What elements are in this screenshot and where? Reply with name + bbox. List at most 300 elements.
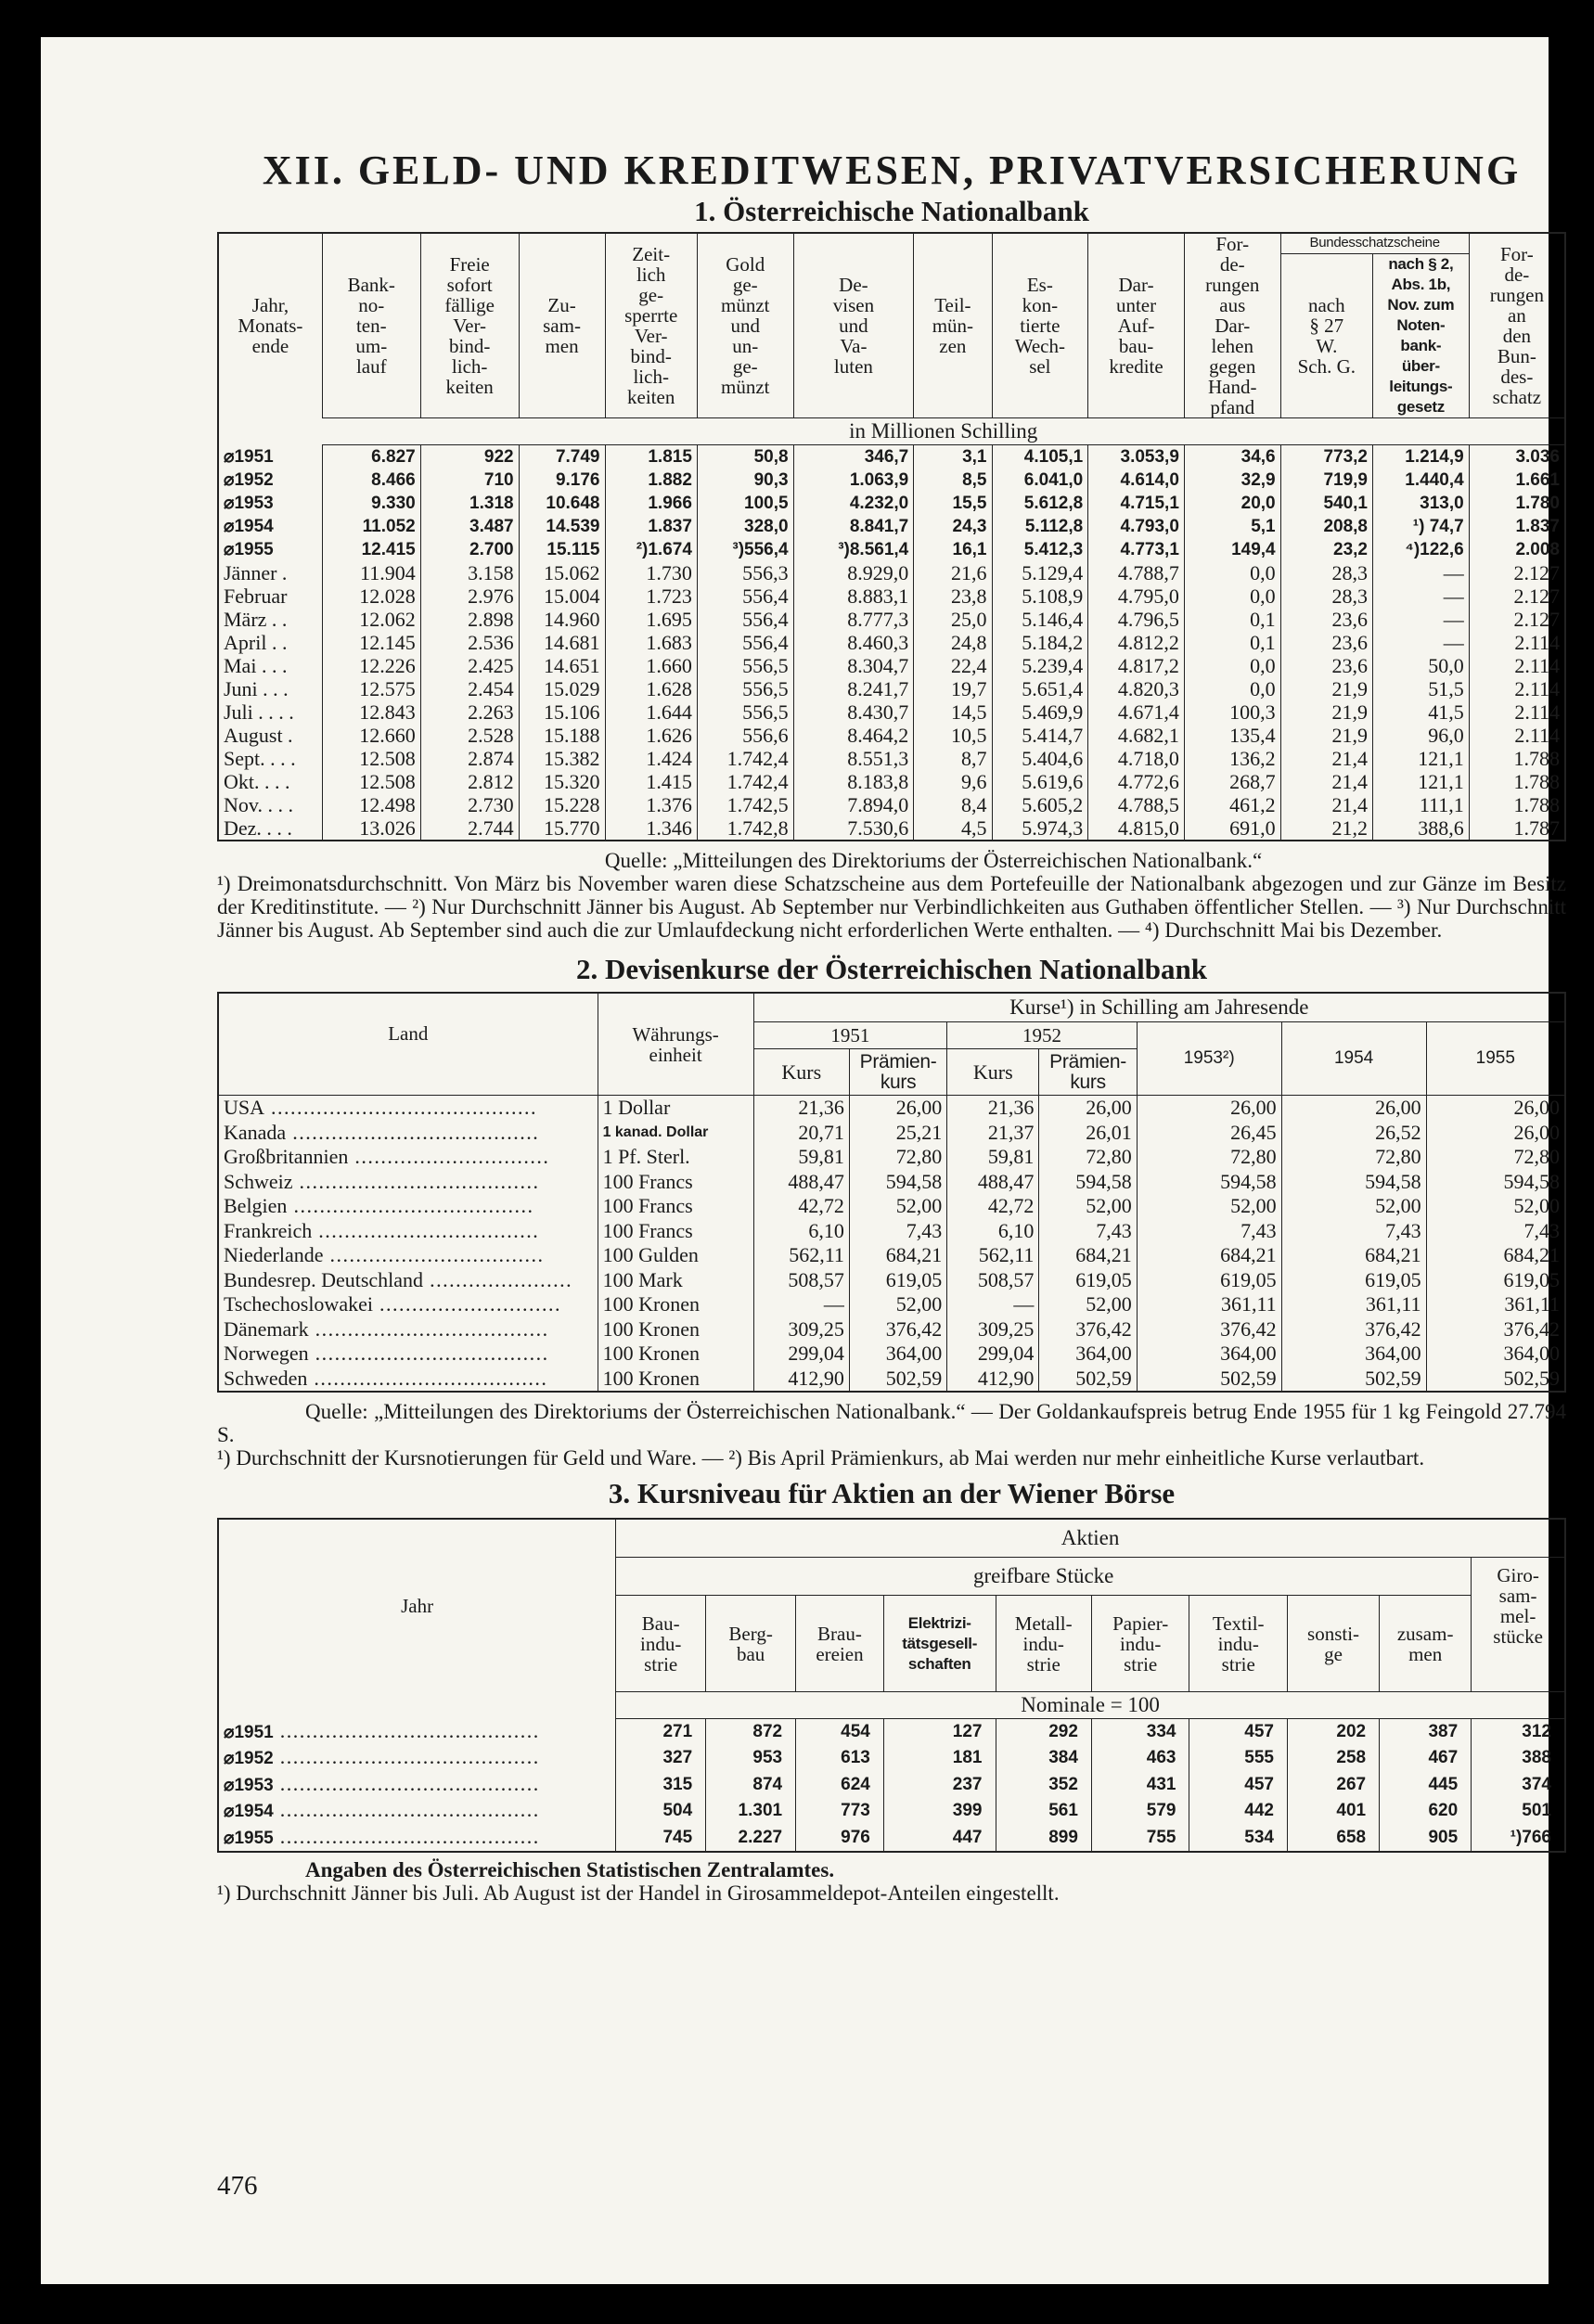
table-row <box>218 515 1565 538</box>
table-cell: 334 <box>1091 1719 1189 1746</box>
table-cell: 2.114 <box>1514 654 1560 677</box>
table-cell: 15.188 <box>519 724 605 747</box>
table-cell: 9.176 <box>519 469 605 492</box>
leader-dots: .............................. <box>348 1145 550 1168</box>
table-cell: 14.960 <box>519 608 605 631</box>
currency-unit: 100 Francs <box>598 1219 753 1244</box>
table-cell: 1.742,8 <box>697 816 793 841</box>
table-cell: 374 <box>1522 1774 1551 1794</box>
table-cell: 4.614,0 <box>1088 469 1185 492</box>
table-cell: 922 <box>420 445 519 469</box>
table-cell: 23,6 <box>1280 608 1372 631</box>
table-row <box>218 469 1565 492</box>
table-cell: 412,90 <box>947 1367 1039 1393</box>
table-cell: 447 <box>883 1825 996 1853</box>
table-cell: 23,8 <box>914 584 992 608</box>
table-cell: 181 <box>883 1745 996 1772</box>
table-cell: 11.904 <box>322 561 420 584</box>
row-label: ⌀1954 <box>218 515 322 538</box>
table-cell: 8.183,8 <box>793 770 914 793</box>
table-cell: 7.894,0 <box>793 793 914 816</box>
country-label <box>218 1317 598 1342</box>
year-label <box>218 1719 616 1746</box>
table-cell: 1.346 <box>605 816 697 841</box>
table-cell: 28,3 <box>1280 584 1372 608</box>
table-cell: 684,21 <box>849 1243 946 1268</box>
table-row <box>218 608 1565 631</box>
currency-unit: 100 Kronen <box>598 1317 753 1342</box>
table-cell: 619,05 <box>1137 1268 1281 1293</box>
page-number: 476 <box>217 2171 258 2201</box>
table-row <box>218 654 1565 677</box>
header-kurse: Kurse¹) in Schilling am Jahresende <box>1009 995 1309 1019</box>
table-cell: 745 <box>616 1825 706 1853</box>
table-row <box>218 747 1565 770</box>
header-1953: 1953²) <box>1183 1048 1235 1068</box>
leader-dots: ......................................... <box>264 1096 538 1119</box>
table-cell: 12.575 <box>322 677 420 700</box>
table-cell: 8,5 <box>914 469 992 492</box>
table-cell: 976 <box>796 1825 884 1853</box>
table-cell: 9.330 <box>322 492 420 515</box>
table-cell: 8.241,7 <box>793 677 914 700</box>
header-freie-verbindlichkeiten: Freie sofort fällige Ver- bind- lich- keiten <box>444 253 495 398</box>
table-cell: 346,7 <box>793 445 914 469</box>
header-aufbaukredite: Dar- unter Auf- bau- kredite <box>1109 274 1163 378</box>
table-cell: 5.414,7 <box>992 724 1088 747</box>
table-cell: 4.772,6 <box>1088 770 1185 793</box>
header-brauereien: Brau- ereien <box>816 1622 864 1665</box>
table-cell: 15.062 <box>519 561 605 584</box>
table-cell: 4.817,2 <box>1088 654 1185 677</box>
table-cell: 508,57 <box>947 1268 1039 1293</box>
table-cell: 594,58 <box>1503 1169 1560 1193</box>
header-gesperrte-verbindlichkeiten: Zeit- lich ge- sperrte Ver- bind- lich- keiten <box>624 243 678 408</box>
table-cell: 5.108,9 <box>992 584 1088 608</box>
table-cell: 24,8 <box>914 631 992 654</box>
leader-dots: ...................... <box>423 1267 573 1291</box>
table-cell: 361,11 <box>1504 1292 1560 1316</box>
table-cell: 19,7 <box>914 677 992 700</box>
table-cell: 42,72 <box>947 1194 1039 1219</box>
table-cell: 2.744 <box>420 816 519 841</box>
table-cell: 4.718,0 <box>1088 747 1185 770</box>
table-row <box>218 1719 1565 1746</box>
table-cell: 376,42 <box>1503 1316 1560 1341</box>
table-cell: 364,00 <box>1137 1342 1281 1367</box>
row-label: ⌀1952 <box>218 469 322 492</box>
table-cell: 3.158 <box>420 561 519 584</box>
table-cell: 2.536 <box>420 631 519 654</box>
table-cell: 121,1 <box>1373 747 1470 770</box>
table-cell: 26,00 <box>1513 1120 1560 1144</box>
header-praemien-1952: Prämien- kurs <box>1049 1050 1126 1093</box>
table-cell: ³)556,4 <box>697 538 793 561</box>
year-text: ⌀1954 <box>224 1802 274 1822</box>
table-cell: 121,1 <box>1373 770 1470 793</box>
table-cell: 12.226 <box>322 654 420 677</box>
table-cell: 8.430,7 <box>793 700 914 724</box>
table-cell: 463 <box>1091 1745 1189 1772</box>
table-row <box>218 700 1565 724</box>
table-cell: 327 <box>616 1745 706 1772</box>
table-cell: 15.770 <box>519 816 605 841</box>
table-cell: 6.041,0 <box>992 469 1088 492</box>
table-cell: 15.106 <box>519 700 605 724</box>
table-cell: 2.008 <box>1515 540 1560 559</box>
table-cell: 401 <box>1288 1798 1380 1825</box>
table-cell: 51,5 <box>1373 677 1470 700</box>
table-cell: 50,0 <box>1373 654 1470 677</box>
table-cell: 431 <box>1091 1772 1189 1799</box>
table-cell: 1.837 <box>605 515 697 538</box>
header-teilmuenzen: Teil- mün- zen <box>932 294 974 357</box>
currency-unit: 100 Francs <box>598 1194 753 1219</box>
table-row <box>218 816 1565 841</box>
country-name: Tschechoslowakei <box>224 1292 373 1316</box>
header-kurs-1951: Kurs <box>781 1059 822 1084</box>
table-cell: 26,01 <box>1039 1121 1137 1146</box>
section3-source: Angaben des Österreichischen Statistischen Zentralamtes. <box>305 1858 835 1882</box>
table-cell: 619,05 <box>1503 1267 1560 1291</box>
table-cell: 684,21 <box>1137 1243 1281 1268</box>
table-cell: 127 <box>883 1719 996 1746</box>
table-cell: 9,6 <box>914 770 992 793</box>
table-cell: 22,4 <box>914 654 992 677</box>
table-cell: 4.795,0 <box>1088 584 1185 608</box>
table-cell: 540,1 <box>1280 492 1372 515</box>
country-name: Frankreich <box>224 1218 313 1242</box>
row-label: Okt. . . . <box>218 770 322 793</box>
table-cell: 21,6 <box>914 561 992 584</box>
table-cell: 23,6 <box>1280 631 1372 654</box>
table-cell: ²)1.674 <box>605 538 697 561</box>
table-cell: 135,4 <box>1184 724 1280 747</box>
table-cell: 0,1 <box>1184 608 1280 631</box>
table-cell: 1.424 <box>605 747 697 770</box>
row-label: ⌀1953 <box>218 492 322 515</box>
table-cell: 309,25 <box>753 1317 849 1342</box>
table-row <box>218 770 1565 793</box>
table-row <box>218 677 1565 700</box>
table-cell: 21,37 <box>947 1121 1039 1146</box>
leader-dots: ........................................ <box>273 1798 540 1822</box>
country-name: Schweden <box>224 1366 308 1390</box>
table-cell: 5.184,2 <box>992 631 1088 654</box>
table-cell: 361,11 <box>1281 1292 1426 1317</box>
table-cell: 361,11 <box>1137 1292 1281 1317</box>
table-cell: 1.788 <box>1513 747 1560 770</box>
table-cell: 619,05 <box>849 1268 946 1293</box>
header-1952: 1952 <box>1022 1024 1061 1046</box>
table-cell: 14.539 <box>519 515 605 538</box>
table-cell: 5.129,4 <box>992 561 1088 584</box>
table-cell: 5.412,3 <box>992 538 1088 561</box>
table-cell: 613 <box>796 1745 884 1772</box>
table-cell: 556,4 <box>697 584 793 608</box>
table-row <box>218 1194 1565 1219</box>
table-cell: 5.651,4 <box>992 677 1088 700</box>
table-cell: 4.793,0 <box>1088 515 1185 538</box>
header-nominale: Nominale = 100 <box>1021 1693 1160 1716</box>
table-cell: 52,00 <box>1281 1194 1426 1219</box>
table-cell: 364,00 <box>1039 1342 1137 1367</box>
row-label: ⌀1955 <box>218 538 322 561</box>
table-cell: 2.730 <box>420 793 519 816</box>
table-cell: 1.660 <box>605 654 697 677</box>
table-cell: 624 <box>796 1772 884 1799</box>
table-cell: 12.028 <box>322 584 420 608</box>
table-cell: 90,3 <box>697 469 793 492</box>
leader-dots: ..................................... <box>292 1169 540 1193</box>
table-cell: 1.214,9 <box>1373 445 1470 469</box>
table-cell: 21,4 <box>1280 747 1372 770</box>
country-label <box>218 1170 598 1195</box>
table-cell: 7,43 <box>1523 1218 1560 1242</box>
table-cell: 312 <box>1522 1721 1551 1741</box>
table-cell: 111,1 <box>1373 793 1470 816</box>
header-1954: 1954 <box>1333 1048 1374 1068</box>
table-cell: 136,2 <box>1184 747 1280 770</box>
year-label <box>218 1825 616 1853</box>
table-cell: 579 <box>1091 1798 1189 1825</box>
table-cell: 2.425 <box>420 654 519 677</box>
table-cell: 467 <box>1380 1745 1472 1772</box>
table-cell: 1.644 <box>605 700 697 724</box>
country-name: Schweiz <box>224 1169 293 1193</box>
table-cell: 52,00 <box>849 1194 946 1219</box>
country-label <box>218 1145 598 1170</box>
table-cell: 454 <box>796 1719 884 1746</box>
table-cell: 388,6 <box>1373 816 1470 841</box>
leader-dots: ................................. <box>323 1243 545 1266</box>
table-cell: 50,8 <box>697 445 793 469</box>
table-cell: 26,00 <box>1513 1096 1560 1119</box>
table-cell: 691,0 <box>1184 816 1280 841</box>
table-cell: 42,72 <box>753 1194 849 1219</box>
table-cell: 4.715,1 <box>1088 492 1185 515</box>
table-row <box>218 445 1565 469</box>
table-row <box>218 1367 1565 1393</box>
table-cell: 267 <box>1288 1772 1380 1799</box>
table-cell: 501 <box>1522 1801 1551 1821</box>
table-cell: — <box>1373 631 1470 654</box>
section3-notes: ¹) Durchschnitt Jänner bis Juli. Ab August ist der Handel in Girosammeldepot-Anteilen eingestellt. <box>217 1881 1060 1906</box>
table-cell: 13.026 <box>322 816 420 841</box>
table-cell: 1.628 <box>605 677 697 700</box>
table-cell: 1.723 <box>605 584 697 608</box>
table-cell: 388 <box>1522 1748 1551 1768</box>
table-cell: 5.112,8 <box>992 515 1088 538</box>
table-cell: 1.683 <box>605 631 697 654</box>
table-row <box>218 1145 1565 1170</box>
table-cell: 100,5 <box>697 492 793 515</box>
country-name: Bundesrep. Deutschland <box>224 1267 424 1291</box>
table-cell: 8,4 <box>914 793 992 816</box>
table-row <box>218 724 1565 747</box>
table-cell: 2.263 <box>420 700 519 724</box>
country-label <box>218 1243 598 1268</box>
row-label: Nov. . . . <box>218 793 322 816</box>
currency-unit: 100 Gulden <box>598 1243 753 1268</box>
country-name: Großbritannien <box>224 1145 349 1168</box>
header-forderungen-darlehen: For- de- rungen aus Dar- lehen gegen Hand- pfand <box>1205 233 1260 418</box>
table-cell: 21,9 <box>1280 677 1372 700</box>
table-row <box>218 584 1565 608</box>
leader-dots: .................................... <box>308 1316 549 1341</box>
table-cell: 773 <box>796 1798 884 1825</box>
table-cell: 0,0 <box>1184 677 1280 700</box>
table-cell: 4.671,4 <box>1088 700 1185 724</box>
nationalbank-table <box>217 232 1566 841</box>
table-cell: 21,9 <box>1280 724 1372 747</box>
year-text: ⌀1953 <box>224 1775 274 1795</box>
table-cell: 23,6 <box>1280 654 1372 677</box>
table-cell: 376,42 <box>1281 1317 1426 1342</box>
table-cell: 502,59 <box>1503 1366 1560 1390</box>
row-label: April . . <box>218 631 322 654</box>
table-cell: 376,42 <box>1039 1317 1137 1342</box>
table-cell: 1.742,4 <box>697 747 793 770</box>
section2-notes: ¹) Durchschnitt der Kursnotierungen für Geld und Ware. — ²) Bis April Prämienkurs, ab Mai werden nur mehr einheitliche Kurse verlautbart. <box>217 1446 1425 1470</box>
table-cell: 555 <box>1189 1745 1288 1772</box>
currency-unit: 100 Mark <box>598 1268 753 1293</box>
table-cell: 100,3 <box>1184 700 1280 724</box>
table-cell: 26,00 <box>849 1096 946 1121</box>
table-cell: 15.004 <box>519 584 605 608</box>
table-cell: 1.730 <box>605 561 697 584</box>
section3-title: 3. Kursniveau für Aktien an der Wiener Börse <box>608 1477 1176 1509</box>
country-label <box>218 1096 598 1121</box>
table-cell: 10.648 <box>519 492 605 515</box>
table-cell: 2.127 <box>1513 584 1560 608</box>
table-cell: 620 <box>1380 1798 1472 1825</box>
table-row <box>218 1317 1565 1342</box>
leader-dots: .................................. <box>312 1218 540 1242</box>
table-cell: ⁴)122,6 <box>1373 538 1470 561</box>
table-cell: 4.232,0 <box>793 492 914 515</box>
table-cell: 1.063,9 <box>793 469 914 492</box>
table-cell: 21,36 <box>947 1096 1039 1121</box>
table-cell: 8.466 <box>322 469 420 492</box>
header-metallindustrie: Metall- indu- strie <box>1014 1611 1073 1676</box>
devisenkurse-table <box>217 992 1566 1393</box>
table-cell: 12.498 <box>322 793 420 816</box>
table-cell: 872 <box>706 1719 796 1746</box>
header-1951: 1951 <box>830 1024 870 1046</box>
section2-title: 2. Devisenkurse der Österreichischen Nationalbank <box>575 953 1207 985</box>
table-cell: 14,5 <box>914 700 992 724</box>
table-cell: 4.815,0 <box>1088 816 1185 841</box>
table-cell: 1.301 <box>706 1798 796 1825</box>
table-cell: 4,5 <box>914 816 992 841</box>
table-cell: 488,47 <box>947 1170 1039 1195</box>
year-text: ⌀1955 <box>224 1828 274 1848</box>
table-cell: 24,3 <box>914 515 992 538</box>
table-cell: 8.841,7 <box>793 515 914 538</box>
table-cell: — <box>1373 561 1470 584</box>
header-zusammen-aktien: zusam- men <box>1396 1622 1454 1665</box>
table-cell: 1.966 <box>605 492 697 515</box>
table-cell: 12.062 <box>322 608 420 631</box>
table-cell: 5.605,2 <box>992 793 1088 816</box>
header-eskontierte-wechsel: Es- kon- tierte Wech- sel <box>1014 274 1065 378</box>
table-cell: 52,00 <box>1039 1292 1137 1317</box>
header-papierindustrie: Papier- indu- strie <box>1112 1611 1169 1676</box>
table-cell: 1.882 <box>605 469 697 492</box>
table-cell: 7,43 <box>1039 1219 1137 1244</box>
table-cell: 899 <box>996 1825 1091 1853</box>
table-cell: 364,00 <box>1503 1342 1560 1365</box>
year-label <box>218 1798 616 1825</box>
currency-unit: 100 Francs <box>598 1170 753 1195</box>
table-cell: 12.145 <box>322 631 420 654</box>
table-cell: 684,21 <box>1503 1243 1560 1266</box>
table-cell: 20,0 <box>1184 492 1280 515</box>
table-cell: 271 <box>616 1719 706 1746</box>
header-1955: 1955 <box>1475 1048 1515 1068</box>
table-cell: ³)8.561,4 <box>793 538 914 561</box>
table-cell: 52,00 <box>1513 1194 1560 1217</box>
table-cell: 1.661 <box>1515 470 1560 490</box>
page <box>41 37 1566 2284</box>
table-cell: 556,5 <box>697 677 793 700</box>
table-cell: 4.773,1 <box>1088 538 1185 561</box>
table-row <box>218 631 1565 654</box>
table-cell: 5,1 <box>1184 515 1280 538</box>
header-bergbau: Berg- bau <box>728 1622 773 1665</box>
leader-dots: ............................ <box>372 1292 561 1316</box>
country-label <box>218 1342 598 1367</box>
table-cell: 8,7 <box>914 747 992 770</box>
aktien-table <box>217 1518 1566 1853</box>
table-cell: 5.404,6 <box>992 747 1088 770</box>
table-cell: — <box>1373 584 1470 608</box>
table-cell: 8.464,2 <box>793 724 914 747</box>
table-cell: 32,9 <box>1184 469 1280 492</box>
table-cell: 619,05 <box>1039 1268 1137 1293</box>
table-cell: 6,10 <box>947 1219 1039 1244</box>
header-aktien: Aktien <box>1061 1526 1120 1549</box>
country-label <box>218 1292 598 1317</box>
table-cell: 5.239,4 <box>992 654 1088 677</box>
table-cell: 619,05 <box>1281 1268 1426 1293</box>
table-row <box>218 538 1565 561</box>
table-row <box>218 1798 1565 1825</box>
table-cell: 874 <box>706 1772 796 1799</box>
table-cell: 502,59 <box>1137 1367 1281 1393</box>
table-cell: 12.843 <box>322 700 420 724</box>
table-cell: 10,5 <box>914 724 992 747</box>
table-cell: 905 <box>1380 1825 1472 1853</box>
table-cell: 504 <box>616 1798 706 1825</box>
table-cell: — <box>753 1292 849 1317</box>
table-cell: 2.528 <box>420 724 519 747</box>
table-cell: 2.898 <box>420 608 519 631</box>
section1-source: Quelle: „Mitteilungen des Direktoriums der Österreichischen Nationalbank.“ <box>604 849 1263 872</box>
country-label <box>218 1121 598 1146</box>
section1-title: 1. Österreichische Nationalbank <box>694 195 1089 227</box>
table-cell: 488,47 <box>753 1170 849 1195</box>
table-cell: 26,45 <box>1137 1121 1281 1146</box>
header-bundesschatzscheine: Bundesschatzscheine <box>1309 235 1440 251</box>
table-cell: 4.812,2 <box>1088 631 1185 654</box>
table-cell: 2.700 <box>420 538 519 561</box>
year-label <box>218 1745 616 1772</box>
table-cell: 1.742,4 <box>697 770 793 793</box>
table-cell: 3,1 <box>914 445 992 469</box>
row-label: Dez. . . . <box>218 816 322 841</box>
